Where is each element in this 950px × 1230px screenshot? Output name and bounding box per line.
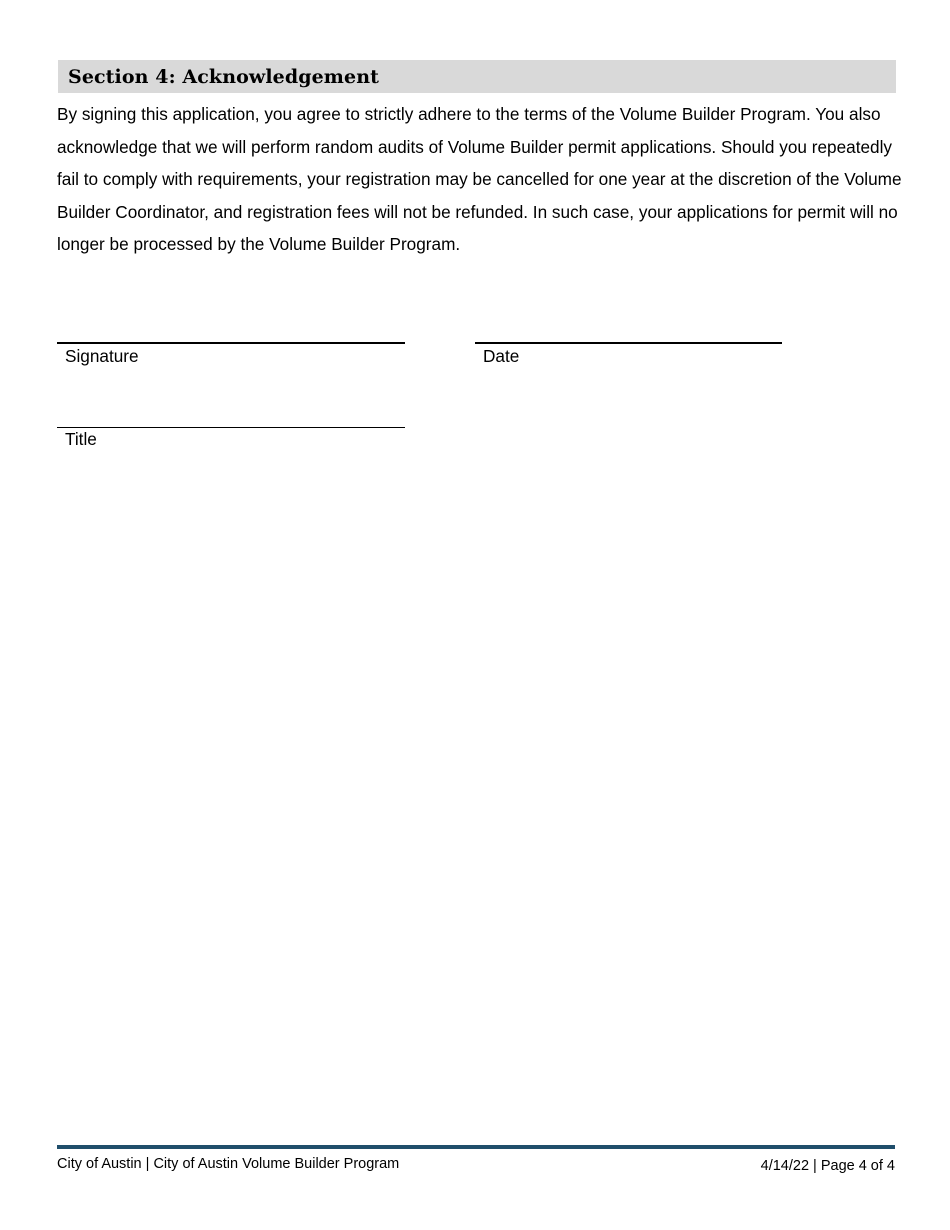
footer-program-name: City of Austin | City of Austin Volume Builder Program — [57, 1156, 400, 1172]
footer-page-info: 4/14/22 | Page 4 of 4 — [760, 1158, 895, 1174]
signature-label: Signature — [65, 346, 139, 366]
title-line[interactable] — [57, 427, 405, 428]
date-label: Date — [483, 346, 520, 366]
title-label: Title — [65, 429, 97, 449]
acknowledgement-text: By signing this application, you agree to strictly adhere to the terms of the Volume Builder Program. You also acknowledge that we will perform random audits of Volume Builder permit applications. Should you repeatedly fail to comply with requirements, your registration may be cancelled for one year at the discretion of the Volume Builder Coordinator, and registration fees will not be refunded. In such case, your applications for permit will no longer be processed by the Volume Builder Program. — [57, 104, 902, 255]
section-title: Section 4: Acknowledgement — [68, 65, 379, 88]
footer-rule — [57, 1145, 895, 1149]
signature-line[interactable] — [57, 342, 405, 344]
date-line[interactable] — [475, 342, 782, 344]
section-header — [58, 60, 896, 93]
